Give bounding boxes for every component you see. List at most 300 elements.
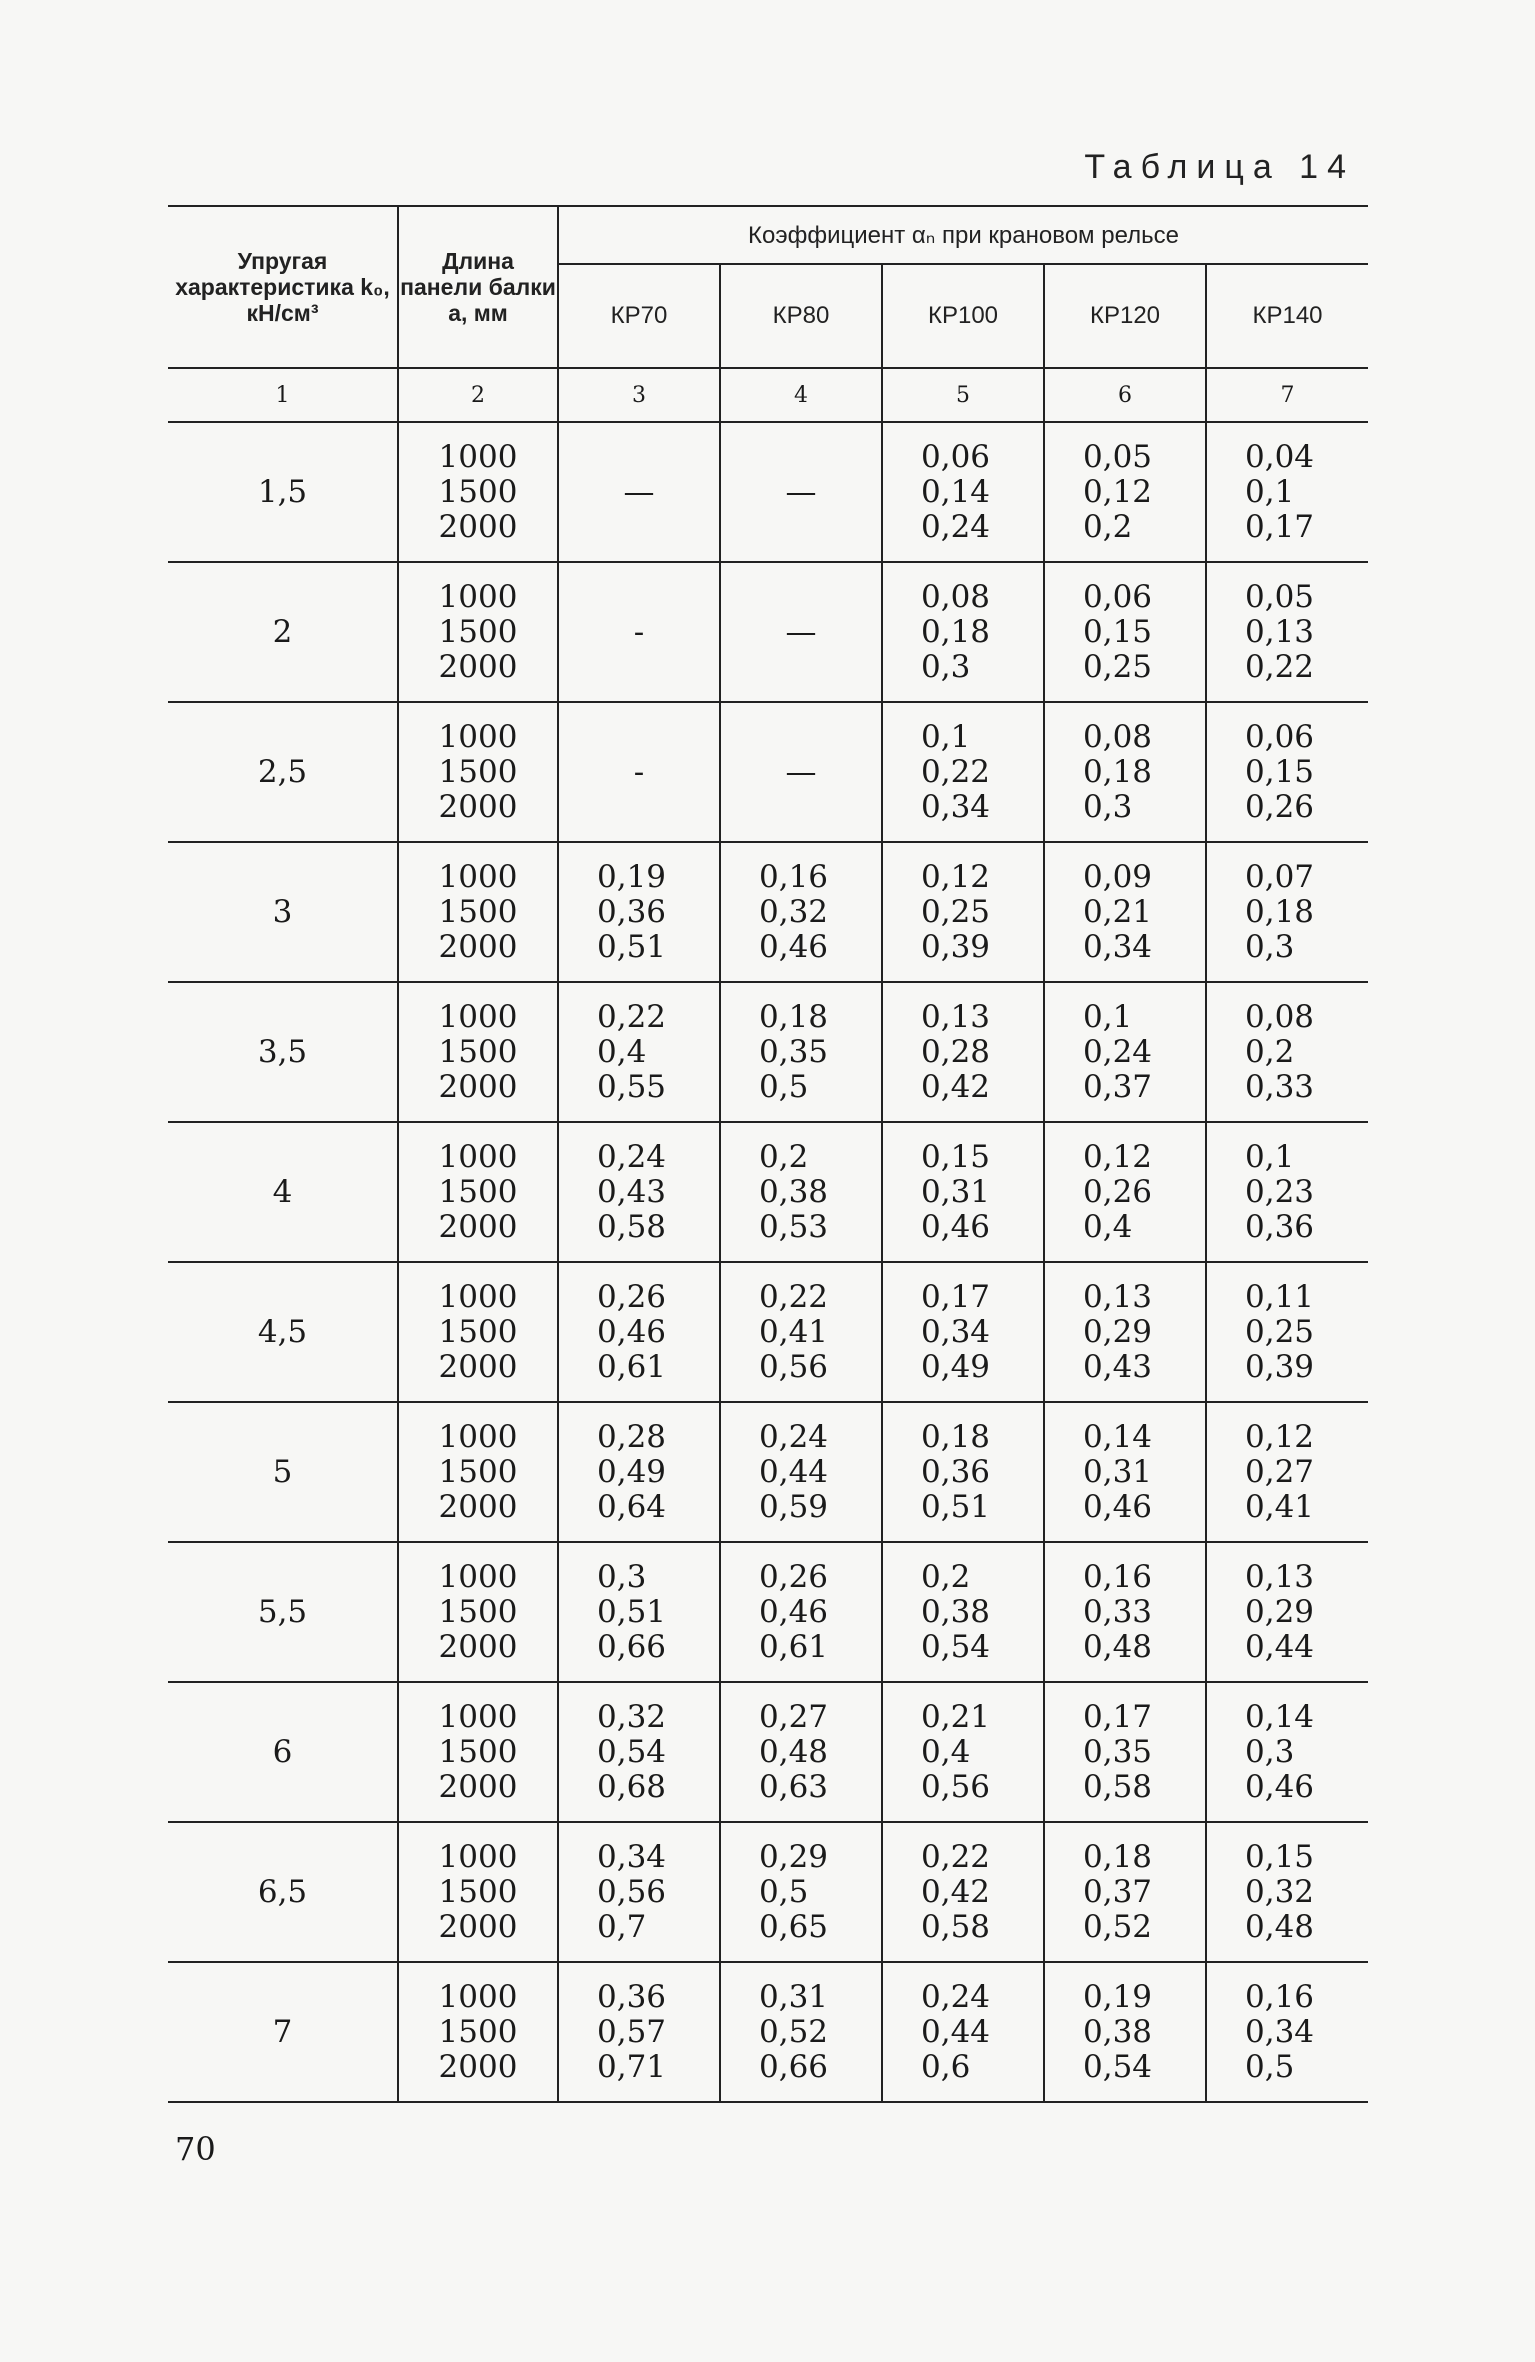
coef-value: 0,46	[1083, 1488, 1153, 1525]
coef-value: 0,51	[597, 1593, 667, 1630]
coef-value: 0,64	[597, 1488, 667, 1525]
coef-value: 0,35	[1083, 1733, 1153, 1770]
coef-value: 0,56	[921, 1768, 991, 1805]
coef-value: 0,34	[1245, 2013, 1315, 2050]
panel-length-value: 2000	[438, 1208, 518, 1245]
coef-value: 0,25	[1245, 1313, 1315, 1350]
coef-value: 0,56	[759, 1348, 829, 1385]
coef-value: 0,39	[921, 928, 991, 965]
panel-length-cell	[398, 1682, 558, 1822]
coef-cell-kr100	[882, 1402, 1044, 1542]
coef-cell-kr140	[1206, 842, 1368, 982]
stiffness-cell: 2	[168, 562, 398, 702]
column-number: 2	[398, 368, 558, 422]
coef-value: 0,16	[1245, 1978, 1315, 2015]
coef-value: 0,55	[597, 1068, 667, 1105]
coef-value: 0,18	[921, 613, 991, 650]
coef-value: 0,59	[759, 1488, 829, 1525]
table-row	[168, 562, 1368, 702]
coef-cell-kr100	[882, 842, 1044, 982]
coef-value: 0,52	[1083, 1908, 1153, 1945]
panel-length-value: 1500	[438, 1453, 518, 1490]
coef-value: 0,1	[921, 718, 971, 755]
table-row	[168, 702, 1368, 842]
stiffness-cell: 5,5	[168, 1542, 398, 1682]
panel-length-cell	[398, 1402, 558, 1542]
coef-value: 0,18	[921, 1418, 991, 1455]
column-number: 7	[1206, 368, 1368, 422]
coefficient-table-container	[168, 205, 1368, 2103]
coef-cell-kr140	[1206, 1542, 1368, 1682]
panel-length-value: 1000	[438, 1418, 518, 1455]
coef-cell-kr80	[720, 1122, 882, 1262]
coef-value: 0,38	[759, 1173, 829, 1210]
column-number: 3	[558, 368, 720, 422]
no-value-dash: —	[785, 613, 817, 650]
panel-length-value: 2000	[438, 928, 518, 965]
panel-length-value: 2000	[438, 2048, 518, 2085]
coef-value: 0,68	[597, 1768, 667, 1805]
coef-value: 0,13	[921, 998, 991, 1035]
coef-value: 0,31	[921, 1173, 991, 1210]
coef-value: 0,13	[1245, 613, 1315, 650]
coef-cell-kr120	[1044, 562, 1206, 702]
coef-value: 0,48	[759, 1733, 829, 1770]
coef-value: 0,63	[759, 1768, 829, 1805]
coef-cell-kr100	[882, 1682, 1044, 1822]
coef-value: 0,19	[1083, 1978, 1153, 2015]
coef-value: 0,41	[1245, 1488, 1315, 1525]
coef-value: 0,36	[597, 893, 667, 930]
table-caption: Таблица 14	[1084, 148, 1355, 186]
coef-value: 0,24	[921, 1978, 991, 2015]
coef-value: 0,17	[1083, 1698, 1153, 1735]
coef-value: 0,1	[1245, 473, 1295, 510]
coef-value: 0,3	[1245, 1733, 1295, 1770]
panel-length-value: 1000	[438, 858, 518, 895]
coef-value: 0,06	[1245, 718, 1315, 755]
coef-value: 0,4	[1083, 1208, 1133, 1245]
panel-length-value: 2000	[438, 1908, 518, 1945]
coef-value: 0,3	[1083, 788, 1133, 825]
column-number: 6	[1044, 368, 1206, 422]
coef-cell-kr70	[558, 702, 720, 842]
coef-value: 0,6	[921, 2048, 971, 2085]
coef-value: 0,54	[921, 1628, 991, 1665]
coef-value: 0,36	[921, 1453, 991, 1490]
coef-cell-kr140	[1206, 1962, 1368, 2102]
coef-value: 0,5	[1245, 2048, 1295, 2085]
coef-value: 0,26	[597, 1278, 667, 1315]
coef-value: 0,4	[597, 1033, 647, 1070]
coef-value: 0,2	[759, 1138, 809, 1175]
column-number-row	[168, 368, 1368, 422]
coef-cell-kr70	[558, 1822, 720, 1962]
coef-cell-kr70	[558, 1262, 720, 1402]
header-rail-kr70: КР70	[558, 264, 720, 368]
coef-value: 0,65	[759, 1908, 829, 1945]
coef-value: 0,22	[597, 998, 667, 1035]
panel-length-value: 2000	[438, 788, 518, 825]
table-row	[168, 1262, 1368, 1402]
stiffness-cell: 3,5	[168, 982, 398, 1122]
coef-value: 0,44	[759, 1453, 829, 1490]
coef-value: 0,32	[597, 1698, 667, 1735]
coef-cell-kr100	[882, 1542, 1044, 1682]
coef-value: 0,25	[1083, 648, 1153, 685]
coef-value: 0,34	[921, 1313, 991, 1350]
panel-length-cell	[398, 702, 558, 842]
coef-value: 0,14	[1083, 1418, 1153, 1455]
coef-value: 0,7	[597, 1908, 647, 1945]
coef-value: 0,09	[1083, 858, 1153, 895]
coef-value: 0,1	[1245, 1138, 1295, 1175]
coef-cell-kr80	[720, 1822, 882, 1962]
coef-value: 0,66	[759, 2048, 829, 2085]
coef-value: 0,28	[921, 1033, 991, 1070]
table-row	[168, 422, 1368, 562]
coef-value: 0,29	[1083, 1313, 1153, 1350]
panel-length-value: 1500	[438, 1593, 518, 1630]
coef-value: 0,42	[921, 1068, 991, 1105]
coef-value: 0,43	[1083, 1348, 1153, 1385]
coef-value: 0,05	[1245, 578, 1315, 615]
coef-value: 0,19	[597, 858, 667, 895]
coef-cell-kr70	[558, 1962, 720, 2102]
coef-value: 0,37	[1083, 1873, 1153, 1910]
coef-value: 0,25	[921, 893, 991, 930]
coef-value: 0,07	[1245, 858, 1315, 895]
coef-value: 0,26	[1083, 1173, 1153, 1210]
coef-cell-kr100	[882, 1822, 1044, 1962]
coef-value: 0,3	[921, 648, 971, 685]
panel-length-value: 1500	[438, 1873, 518, 1910]
coef-value: 0,71	[597, 2048, 667, 2085]
column-number: 4	[720, 368, 882, 422]
coef-value: 0,14	[921, 473, 991, 510]
table-row	[168, 842, 1368, 982]
coef-value: 0,24	[1083, 1033, 1153, 1070]
no-value-dash: —	[785, 473, 817, 510]
panel-length-cell	[398, 1542, 558, 1682]
coef-value: 0,58	[921, 1908, 991, 1945]
coef-cell-kr80	[720, 1962, 882, 2102]
coef-cell-kr70	[558, 1542, 720, 1682]
coef-value: 0,48	[1245, 1908, 1315, 1945]
header-rail-kr80: КР80	[720, 264, 882, 368]
coef-value: 0,11	[1245, 1278, 1315, 1315]
header-panel-length: Длина панели балки a, мм	[398, 206, 558, 368]
coef-value: 0,32	[759, 893, 829, 930]
coef-cell-kr120	[1044, 1262, 1206, 1402]
panel-length-value: 2000	[438, 1768, 518, 1805]
coef-value: 0,16	[1083, 1558, 1153, 1595]
coef-value: 0,2	[1083, 508, 1133, 545]
coef-value: 0,12	[1083, 473, 1153, 510]
panel-length-value: 1500	[438, 613, 518, 650]
coef-value: 0,24	[759, 1418, 829, 1455]
coef-value: 0,54	[1083, 2048, 1153, 2085]
panel-length-value: 1000	[438, 998, 518, 1035]
coef-cell-kr80	[720, 422, 882, 562]
panel-length-value: 2000	[438, 1068, 518, 1105]
coef-value: 0,26	[1245, 788, 1315, 825]
coef-value: 0,34	[921, 788, 991, 825]
coef-cell-kr80	[720, 702, 882, 842]
coef-value: 0,58	[597, 1208, 667, 1245]
stiffness-cell: 1,5	[168, 422, 398, 562]
coef-value: 0,39	[1245, 1348, 1315, 1385]
coef-value: 0,15	[1245, 1838, 1315, 1875]
coef-cell-kr140	[1206, 562, 1368, 702]
coef-value: 0,12	[1083, 1138, 1153, 1175]
stiffness-cell: 5	[168, 1402, 398, 1542]
stiffness-cell: 4,5	[168, 1262, 398, 1402]
coef-value: 0,36	[597, 1978, 667, 2015]
coef-value: 0,46	[759, 1593, 829, 1630]
coef-cell-kr80	[720, 1682, 882, 1822]
coef-cell-kr70	[558, 842, 720, 982]
coef-value: 0,33	[1083, 1593, 1153, 1630]
table-row	[168, 1962, 1368, 2102]
coef-value: 0,17	[921, 1278, 991, 1315]
coef-value: 0,46	[597, 1313, 667, 1350]
panel-length-cell	[398, 422, 558, 562]
coef-cell-kr120	[1044, 422, 1206, 562]
coef-value: 0,1	[1083, 998, 1133, 1035]
panel-length-value: 1500	[438, 2013, 518, 2050]
coef-cell-kr140	[1206, 1122, 1368, 1262]
panel-length-value: 2000	[438, 1488, 518, 1525]
panel-length-value: 1500	[438, 1733, 518, 1770]
coef-cell-kr100	[882, 702, 1044, 842]
coef-value: 0,26	[759, 1558, 829, 1595]
coef-value: 0,36	[1245, 1208, 1315, 1245]
coef-value: 0,5	[759, 1068, 809, 1105]
coef-value: 0,58	[1083, 1768, 1153, 1805]
coef-value: 0,15	[1083, 613, 1153, 650]
coef-value: 0,18	[1083, 1838, 1153, 1875]
coef-cell-kr80	[720, 1402, 882, 1542]
no-value-dash: -	[633, 613, 645, 650]
coef-value: 0,66	[597, 1628, 667, 1665]
coef-cell-kr100	[882, 982, 1044, 1122]
header-rail-kr100: КР100	[882, 264, 1044, 368]
coef-value: 0,52	[759, 2013, 829, 2050]
coef-cell-kr120	[1044, 982, 1206, 1122]
coef-cell-kr140	[1206, 1262, 1368, 1402]
coef-value: 0,29	[1245, 1593, 1315, 1630]
coef-value: 0,49	[921, 1348, 991, 1385]
coef-value: 0,24	[921, 508, 991, 545]
coef-cell-kr100	[882, 1122, 1044, 1262]
panel-length-value: 1000	[438, 1138, 518, 1175]
coef-value: 0,31	[1083, 1453, 1153, 1490]
coefficient-table	[168, 205, 1368, 2103]
coef-cell-kr120	[1044, 702, 1206, 842]
coef-value: 0,5	[759, 1873, 809, 1910]
coef-value: 0,04	[1245, 438, 1315, 475]
coef-value: 0,4	[921, 1733, 971, 1770]
coef-value: 0,06	[921, 438, 991, 475]
coef-value: 0,61	[759, 1628, 829, 1665]
coef-value: 0,3	[597, 1558, 647, 1595]
panel-length-value: 2000	[438, 1348, 518, 1385]
coef-value: 0,18	[1245, 893, 1315, 930]
coef-value: 0,28	[597, 1418, 667, 1455]
coef-cell-kr70	[558, 1122, 720, 1262]
coef-value: 0,37	[1083, 1068, 1153, 1105]
column-number: 1	[168, 368, 398, 422]
coef-cell-kr100	[882, 562, 1044, 702]
coef-value: 0,46	[921, 1208, 991, 1245]
coef-cell-kr120	[1044, 1542, 1206, 1682]
column-number: 5	[882, 368, 1044, 422]
coef-value: 0,51	[597, 928, 667, 965]
panel-length-cell	[398, 562, 558, 702]
panel-length-value: 1500	[438, 1313, 518, 1350]
coef-cell-kr70	[558, 982, 720, 1122]
panel-length-value: 2000	[438, 648, 518, 685]
panel-length-cell	[398, 1262, 558, 1402]
table-row	[168, 1402, 1368, 1542]
panel-length-value: 1000	[438, 1698, 518, 1735]
stiffness-cell: 7	[168, 1962, 398, 2102]
no-value-dash: —	[623, 473, 655, 510]
table-row	[168, 1122, 1368, 1262]
coef-value: 0,08	[1245, 998, 1315, 1035]
coef-value: 0,31	[759, 1978, 829, 2015]
coef-cell-kr120	[1044, 1402, 1206, 1542]
panel-length-value: 1000	[438, 578, 518, 615]
panel-length-cell	[398, 1122, 558, 1262]
coef-cell-kr80	[720, 842, 882, 982]
coef-value: 0,53	[759, 1208, 829, 1245]
coef-value: 0,15	[1245, 753, 1315, 790]
panel-length-cell	[398, 1962, 558, 2102]
coef-value: 0,33	[1245, 1068, 1315, 1105]
coef-value: 0,23	[1245, 1173, 1315, 1210]
stiffness-cell: 6,5	[168, 1822, 398, 1962]
coef-value: 0,05	[1083, 438, 1153, 475]
stiffness-cell: 6	[168, 1682, 398, 1822]
coef-cell-kr70	[558, 1682, 720, 1822]
coef-value: 0,38	[921, 1593, 991, 1630]
panel-length-value: 1000	[438, 1838, 518, 1875]
coef-cell-kr120	[1044, 1822, 1206, 1962]
coef-value: 0,29	[759, 1838, 829, 1875]
coef-cell-kr80	[720, 1262, 882, 1402]
coef-value: 0,18	[1083, 753, 1153, 790]
coef-value: 0,13	[1245, 1558, 1315, 1595]
coef-value: 0,15	[921, 1138, 991, 1175]
coef-value: 0,44	[1245, 1628, 1315, 1665]
coef-value: 0,18	[759, 998, 829, 1035]
table-row	[168, 1682, 1368, 1822]
panel-length-value: 1000	[438, 1278, 518, 1315]
coef-value: 0,38	[1083, 2013, 1153, 2050]
coef-cell-kr120	[1044, 1122, 1206, 1262]
panel-length-value: 1000	[438, 1978, 518, 2015]
coef-cell-kr100	[882, 422, 1044, 562]
coef-value: 0,27	[759, 1698, 829, 1735]
coef-cell-kr120	[1044, 1962, 1206, 2102]
stiffness-cell: 4	[168, 1122, 398, 1262]
coef-value: 0,22	[759, 1278, 829, 1315]
panel-length-value: 1500	[438, 893, 518, 930]
coef-value: 0,22	[1245, 648, 1315, 685]
table-row	[168, 982, 1368, 1122]
coef-value: 0,06	[1083, 578, 1153, 615]
coef-value: 0,43	[597, 1173, 667, 1210]
coef-value: 0,46	[759, 928, 829, 965]
coef-value: 0,61	[597, 1348, 667, 1385]
panel-length-value: 1000	[438, 718, 518, 755]
panel-length-value: 1000	[438, 438, 518, 475]
header-stiffness: Упругая характеристика k₀, кН/см³	[175, 248, 390, 326]
coef-value: 0,2	[1245, 1033, 1295, 1070]
coef-cell-kr70	[558, 1402, 720, 1542]
coef-cell-kr120	[1044, 842, 1206, 982]
coef-cell-kr80	[720, 982, 882, 1122]
panel-length-cell	[398, 982, 558, 1122]
no-value-dash: -	[633, 753, 645, 790]
panel-length-value: 1500	[438, 753, 518, 790]
coef-value: 0,22	[921, 753, 991, 790]
coef-value: 0,57	[597, 2013, 667, 2050]
coef-value: 0,54	[597, 1733, 667, 1770]
table-row	[168, 1542, 1368, 1682]
coef-value: 0,13	[1083, 1278, 1153, 1315]
coef-value: 0,08	[1083, 718, 1153, 755]
coef-cell-kr100	[882, 1262, 1044, 1402]
panel-length-cell	[398, 1822, 558, 1962]
coef-value: 0,12	[1245, 1418, 1315, 1455]
coef-value: 0,35	[759, 1033, 829, 1070]
header-rail-kr140: КР140	[1206, 264, 1368, 368]
coef-cell-kr140	[1206, 1822, 1368, 1962]
coef-value: 0,56	[597, 1873, 667, 1910]
coef-value: 0,12	[921, 858, 991, 895]
panel-length-cell	[398, 842, 558, 982]
panel-length-value: 1000	[438, 1558, 518, 1595]
coef-value: 0,27	[1245, 1453, 1315, 1490]
coef-cell-kr140	[1206, 702, 1368, 842]
coef-value: 0,24	[597, 1138, 667, 1175]
coef-value: 0,32	[1245, 1873, 1315, 1910]
coef-value: 0,46	[1245, 1768, 1315, 1805]
coef-value: 0,3	[1245, 928, 1295, 965]
coef-value: 0,08	[921, 578, 991, 615]
header-rail-kr120: КР120	[1044, 264, 1206, 368]
panel-length-value: 1500	[438, 1173, 518, 1210]
coef-value: 0,44	[921, 2013, 991, 2050]
stiffness-cell: 3	[168, 842, 398, 982]
coef-value: 0,34	[597, 1838, 667, 1875]
coef-value: 0,21	[921, 1698, 991, 1735]
coef-cell-kr70	[558, 562, 720, 702]
coef-value: 0,48	[1083, 1628, 1153, 1665]
coef-cell-kr140	[1206, 422, 1368, 562]
coef-value: 0,16	[759, 858, 829, 895]
stiffness-cell: 2,5	[168, 702, 398, 842]
coef-value: 0,41	[759, 1313, 829, 1350]
coef-cell-kr80	[720, 562, 882, 702]
panel-length-value: 2000	[438, 1628, 518, 1665]
no-value-dash: —	[785, 753, 817, 790]
coef-cell-kr140	[1206, 1682, 1368, 1822]
coef-value: 0,14	[1245, 1698, 1315, 1735]
